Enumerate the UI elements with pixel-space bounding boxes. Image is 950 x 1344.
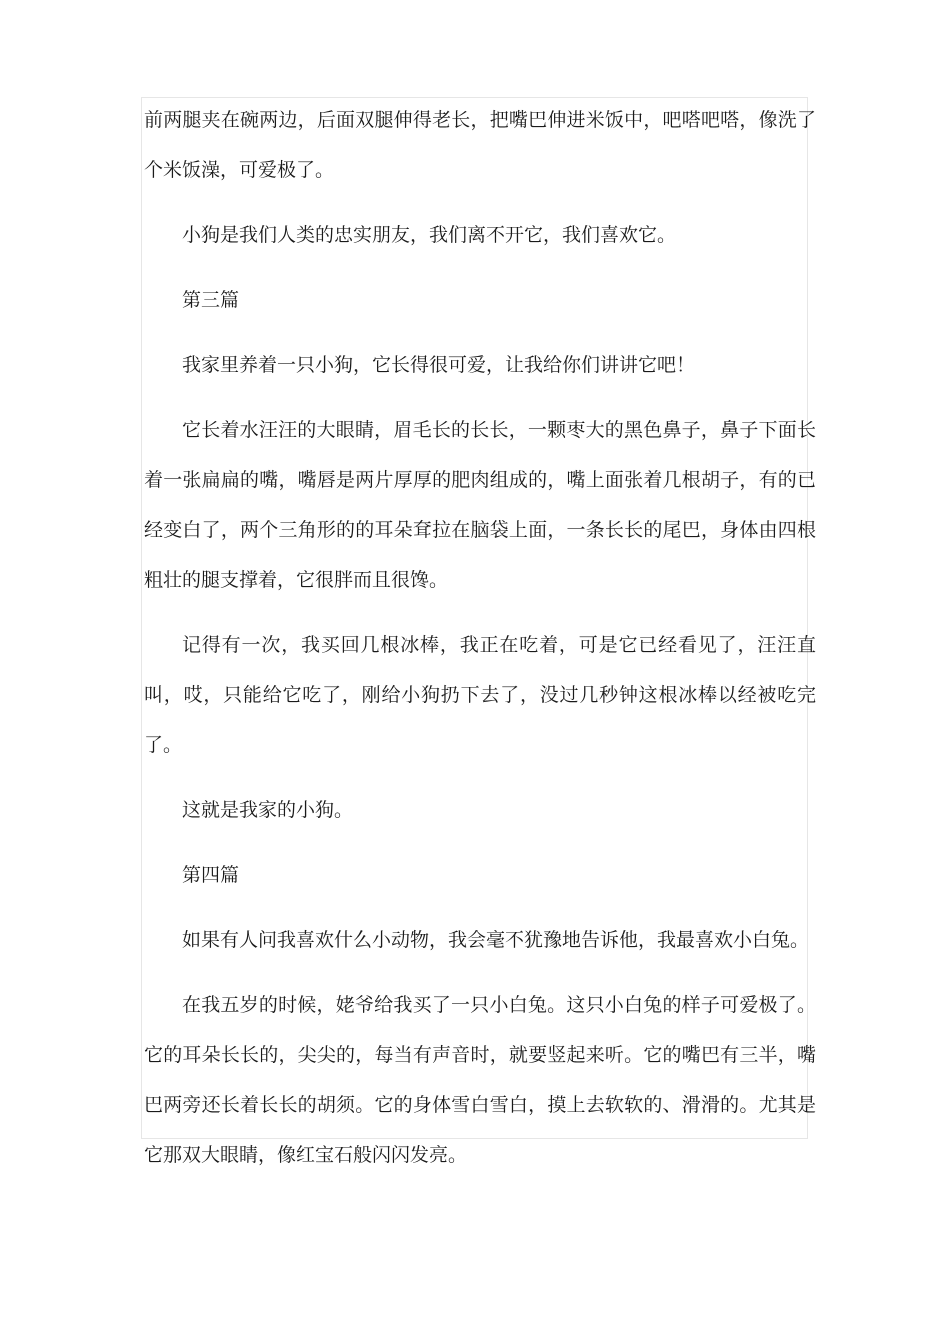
paragraph: 小狗是我们人类的忠实朋友，我们离不开它，我们喜欢它。 bbox=[182, 224, 677, 246]
paragraph: 它长着水汪汪的大眼睛，眉毛长的长长，一颗枣大的黑色鼻子，鼻子下面长着一张扁扁的嘴，嘴唇是两片厚厚的肥肉组成的，嘴上面张着几根胡子，有的已经变白了，两个三角形的的耳朵耷拉在脑袋上面，一条长长的尾巴，身体由四根粗壮的腿支撑着，它很胖而且很馋。 bbox=[144, 419, 816, 591]
document-body bbox=[144, 95, 816, 1195]
paragraph: 这就是我家的小狗。 bbox=[182, 799, 354, 821]
section-heading: 第三篇 bbox=[182, 289, 240, 311]
paragraph: 在我五岁的时候，姥爷给我买了一只小白兔。这只小白兔的样子可爱极了。它的耳朵长长的，尖尖的，每当有声音时，就要竖起来听。它的嘴巴有三半，嘴巴两旁还长着长长的胡须。它的身体雪白雪白，摸上去软软的、滑滑的。尤其是它那双大眼睛，像红宝石般闪闪发亮。 bbox=[144, 994, 816, 1166]
paragraph: 我家里养着一只小狗，它长得很可爱，让我给你们讲讲它吧！ bbox=[182, 354, 696, 376]
paragraph: 记得有一次，我买回几根冰棒，我正在吃着，可是它已经看见了，汪汪直叫，哎，只能给它吃了，刚给小狗扔下去了，没过几秒钟这根冰棒以经被吃完了。 bbox=[144, 634, 816, 756]
section-heading: 第四篇 bbox=[182, 864, 240, 886]
paragraph-continuation: 前两腿夹在碗两边，后面双腿伸得老长，把嘴巴伸进米饭中，吧嗒吧嗒，像洗了个米饭澡，可爱极了。 bbox=[144, 109, 816, 181]
paragraph: 如果有人问我喜欢什么小动物，我会毫不犹豫地告诉他，我最喜欢小白兔。 bbox=[182, 929, 810, 951]
